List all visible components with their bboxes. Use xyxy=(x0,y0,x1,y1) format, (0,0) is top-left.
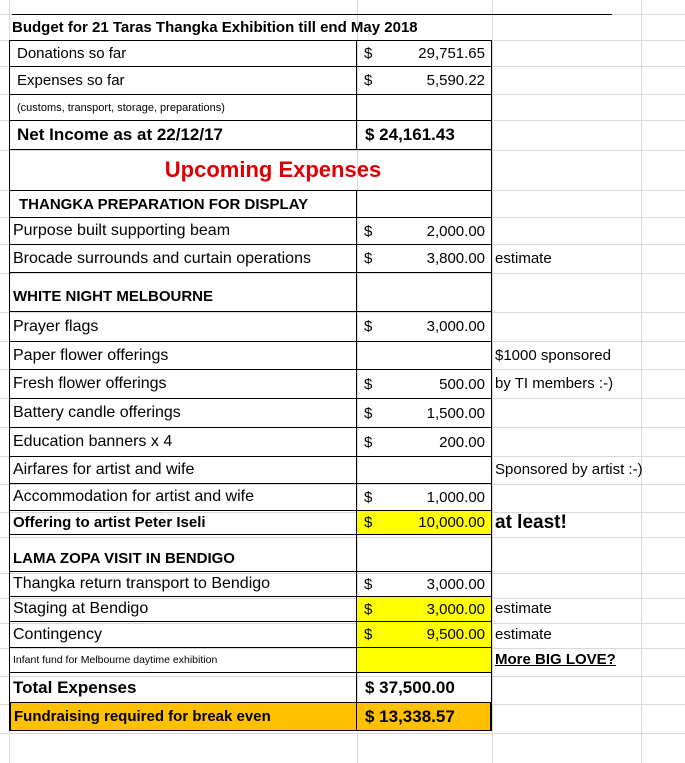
total-expenses-row xyxy=(9,672,685,702)
table-row xyxy=(9,427,685,456)
item-label: Infant fund for Melbourne daytime exhibition xyxy=(9,647,357,672)
item-value xyxy=(357,217,492,244)
lama-zopa-heading-row xyxy=(9,535,685,571)
item-note: by TI members :-) xyxy=(495,375,614,392)
thangka-section-heading: THANGKA PREPARATION FOR DISPLAY xyxy=(9,190,357,217)
item-note xyxy=(492,571,685,596)
table-row xyxy=(9,341,685,369)
donations-row xyxy=(9,40,685,66)
donations-label: Donations so far xyxy=(9,40,357,66)
item-note: Sponsored by artist :-) xyxy=(495,461,643,478)
currency-symbol: $ xyxy=(364,626,373,643)
table-row xyxy=(9,312,685,341)
upcoming-heading-row xyxy=(9,150,685,190)
item-amount: 3,000.00 xyxy=(426,575,485,593)
thangka-heading-row xyxy=(9,190,685,217)
currency-symbol: $ xyxy=(364,318,373,335)
item-note: More BIG LOVE? xyxy=(495,651,616,668)
item-value xyxy=(357,312,492,341)
expenses-note-row xyxy=(9,94,685,120)
item-value xyxy=(357,427,492,456)
empty-cell xyxy=(357,273,492,312)
item-label: Staging at Bendigo xyxy=(9,596,357,621)
item-note: $1000 sponsored xyxy=(495,346,611,364)
page-title: Budget for 21 Taras Thangka Exhibition till end May 2018 xyxy=(12,14,612,40)
table-row xyxy=(9,244,685,273)
item-note xyxy=(492,217,685,244)
item-amount: 2,000.00 xyxy=(426,222,485,240)
item-note xyxy=(492,483,685,510)
item-note xyxy=(492,312,685,341)
net-income-label: Net Income as at 22/12/17 xyxy=(9,120,357,150)
item-amount: 1,500.00 xyxy=(426,404,485,422)
empty-cell xyxy=(357,535,492,571)
lama-zopa-section-heading: LAMA ZOPA VISIT IN BENDIGO xyxy=(9,535,357,571)
empty-cell xyxy=(357,190,492,217)
net-income-row xyxy=(9,120,685,150)
item-label: Brocade surrounds and curtain operations xyxy=(9,244,357,273)
item-amount: 3,000.00 xyxy=(426,600,485,618)
white-night-heading-row xyxy=(9,273,685,312)
item-label: Battery candle offerings xyxy=(9,398,357,427)
item-value xyxy=(357,596,492,621)
item-note: estimate xyxy=(495,600,552,617)
fundraising-row xyxy=(9,702,685,731)
expenses-label: Expenses so far xyxy=(9,66,357,94)
item-label: Offering to artist Peter Iseli xyxy=(9,510,357,535)
item-value xyxy=(357,510,492,535)
item-label: Fresh flower offerings xyxy=(9,369,357,398)
currency-symbol: $ xyxy=(364,600,373,618)
item-note xyxy=(492,427,685,456)
item-amount: 9,500.00 xyxy=(426,626,485,643)
donations-amount: 29,751.65 xyxy=(418,45,485,62)
fundraising-amount: $ 13,338.57 xyxy=(357,702,492,731)
item-value xyxy=(357,398,492,427)
item-label: Contingency xyxy=(9,621,357,647)
item-value xyxy=(357,244,492,273)
item-label: Accommodation for artist and wife xyxy=(9,483,357,510)
table-row xyxy=(9,647,685,672)
item-note: estimate xyxy=(495,625,552,643)
currency-symbol: $ xyxy=(364,514,373,531)
item-amount: 10,000.00 xyxy=(418,514,485,531)
currency-symbol: $ xyxy=(364,488,373,506)
item-value xyxy=(357,341,492,369)
item-value xyxy=(357,571,492,596)
table-row xyxy=(9,621,685,647)
item-label: Purpose built supporting beam xyxy=(9,217,357,244)
table-row xyxy=(9,398,685,427)
expenses-note: (customs, transport, storage, preparations) xyxy=(9,94,357,120)
empty-cell xyxy=(357,94,492,120)
title-row xyxy=(9,14,685,40)
table-row xyxy=(9,217,685,244)
table-row xyxy=(9,456,685,483)
table-row xyxy=(9,369,685,398)
item-value xyxy=(357,456,492,483)
currency-symbol: $ xyxy=(364,72,373,89)
currency-symbol: $ xyxy=(364,404,373,422)
table-row xyxy=(9,510,685,535)
expenses-value xyxy=(357,66,492,94)
upcoming-heading-cell xyxy=(9,150,492,190)
currency-symbol: $ xyxy=(364,250,373,267)
currency-symbol: $ xyxy=(364,575,373,593)
item-label: Thangka return transport to Bendigo xyxy=(9,571,357,596)
total-expenses-label: Total Expenses xyxy=(9,672,357,702)
donations-value xyxy=(357,40,492,66)
item-note xyxy=(492,398,685,427)
currency-symbol: $ xyxy=(364,45,373,62)
fundraising-label: Fundraising required for break even xyxy=(9,702,357,731)
total-expenses-amount: $ 37,500.00 xyxy=(357,672,492,702)
item-amount: 3,000.00 xyxy=(426,318,485,335)
item-value xyxy=(357,483,492,510)
item-amount: 200.00 xyxy=(439,433,485,451)
item-note: estimate xyxy=(495,250,552,267)
item-value xyxy=(357,647,492,672)
currency-symbol: $ xyxy=(364,433,373,451)
item-amount: 1,000.00 xyxy=(426,488,485,506)
net-income-amount: $ 24,161.43 xyxy=(357,120,492,150)
currency-symbol: $ xyxy=(364,222,373,240)
expenses-row xyxy=(9,66,685,94)
upcoming-expenses-heading: Upcoming Expenses xyxy=(164,157,382,182)
table-row xyxy=(9,483,685,510)
white-night-section-heading: WHITE NIGHT MELBOURNE xyxy=(9,273,357,312)
item-value xyxy=(357,369,492,398)
item-label: Education banners x 4 xyxy=(9,427,357,456)
item-amount: 3,800.00 xyxy=(426,250,485,267)
currency-symbol: $ xyxy=(364,375,373,393)
item-label: Airfares for artist and wife xyxy=(9,456,357,483)
item-amount: 500.00 xyxy=(439,375,485,393)
expenses-amount: 5,590.22 xyxy=(426,72,485,89)
table-row xyxy=(9,571,685,596)
item-value xyxy=(357,621,492,647)
item-label: Prayer flags xyxy=(9,312,357,341)
table-row xyxy=(9,596,685,621)
item-note: at least! xyxy=(495,511,567,533)
item-label: Paper flower offerings xyxy=(9,341,357,369)
